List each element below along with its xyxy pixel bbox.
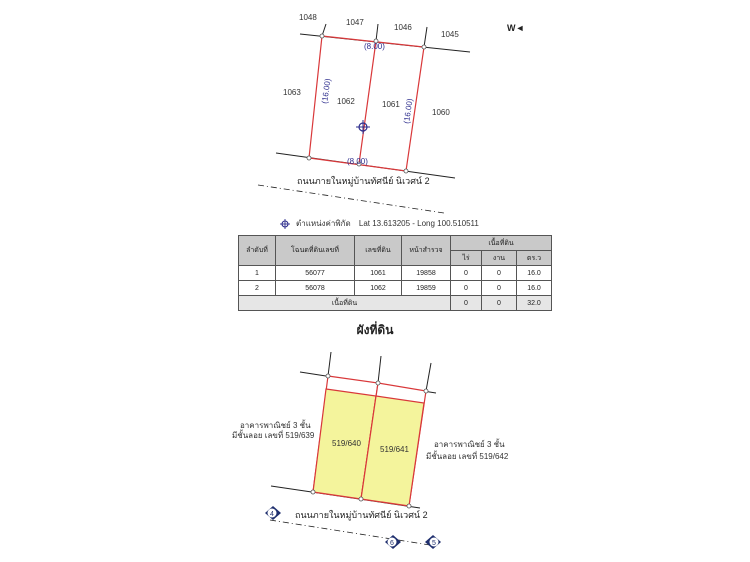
marker-4-icon — [265, 506, 281, 520]
dim-top: (8.00) — [364, 42, 385, 51]
compass-west-indicator: W◄ — [507, 23, 525, 33]
cell-deed: 56077 — [276, 266, 355, 281]
table-row — [239, 266, 552, 281]
cell-ngan: 0 — [482, 266, 517, 281]
col-header-wa: ตร.ว — [517, 251, 552, 266]
col-header-survey: หน้าสำรวจ — [402, 236, 451, 266]
neighbor-lot-1047: 1047 — [346, 18, 364, 27]
cell-rai: 0 — [451, 281, 482, 296]
location-pin-icon — [356, 120, 370, 134]
col-header-area: เนื้อที่ดิน — [451, 236, 552, 251]
right-neighbor-line-1: อาคารพาณิชย์ 3 ชั้น — [434, 440, 505, 449]
cell-land-no: 1061 — [355, 266, 402, 281]
neighbor-lot-1046: 1046 — [394, 23, 412, 32]
total-wa: 32.0 — [517, 296, 552, 311]
col-header-no: ลำดับที่ — [239, 236, 276, 266]
unit-519-641-label: 519/641 — [380, 445, 409, 454]
bottom-plan — [232, 352, 509, 549]
cell-wa: 16.0 — [517, 266, 552, 281]
parcel-table — [238, 235, 552, 311]
coordinate-pin-icon — [280, 219, 290, 229]
cell-survey: 19859 — [402, 281, 451, 296]
table-row — [239, 281, 552, 296]
lot-1062-label: 1062 — [337, 97, 355, 106]
marker-5-icon — [425, 535, 441, 549]
cell-deed: 56078 — [276, 281, 355, 296]
cell-wa: 16.0 — [517, 281, 552, 296]
cell-ngan: 0 — [482, 281, 517, 296]
map-title: ผังที่ดิน — [356, 323, 394, 337]
road-label-top: ถนนภายในหมู่บ้านทัศนีย์ นิเวศน์ 2 — [297, 176, 430, 186]
left-neighbor-line-1: อาคารพาณิชย์ 3 ชั้น — [240, 421, 311, 430]
cell-survey: 19858 — [402, 266, 451, 281]
cell-land-no: 1062 — [355, 281, 402, 296]
table-total-row — [239, 296, 552, 311]
col-header-ngan: งาน — [482, 251, 517, 266]
dim-left: (16.00) — [320, 77, 333, 105]
lot-1061-label: 1061 — [382, 100, 400, 109]
total-rai: 0 — [451, 296, 482, 311]
total-label: เนื้อที่ดิน — [239, 296, 451, 311]
coordinate-line — [280, 217, 479, 230]
neighbor-lot-1060: 1060 — [432, 108, 450, 117]
coordinate-value: Lat 13.613205 - Long 100.510511 — [358, 219, 479, 228]
right-neighbor-line-2: มีชั้นลอย เลขที่ 519/642 — [426, 452, 509, 461]
left-neighbor-line-2: มีชั้นลอย เลขที่ 519/639 — [232, 431, 315, 440]
neighbor-lot-1048: 1048 — [299, 13, 317, 22]
coordinate-label: ตำแหน่งค่าพิกัด — [296, 219, 351, 228]
top-plan — [258, 13, 470, 213]
svg-text:6: 6 — [390, 540, 394, 547]
road-label-bottom: ถนนภายในหมู่บ้านทัศนีย์ นิเวศน์ 2 — [295, 510, 428, 520]
cell-no: 2 — [239, 281, 276, 296]
unit-519-640-label: 519/640 — [332, 439, 361, 448]
marker-6-icon — [385, 535, 401, 549]
dim-right: (16.00) — [402, 97, 415, 125]
svg-text:4: 4 — [270, 511, 274, 518]
col-header-deed: โฉนดที่ดินเลขที่ — [276, 236, 355, 266]
cell-no: 1 — [239, 266, 276, 281]
dim-bottom: (8.00) — [347, 157, 368, 166]
col-header-rai: ไร่ — [451, 251, 482, 266]
col-header-land-no: เลขที่ดิน — [355, 236, 402, 266]
cell-rai: 0 — [451, 266, 482, 281]
neighbor-lot-1063: 1063 — [283, 88, 301, 97]
neighbor-lot-1045: 1045 — [441, 30, 459, 39]
svg-text:5: 5 — [432, 540, 436, 547]
total-ngan: 0 — [482, 296, 517, 311]
